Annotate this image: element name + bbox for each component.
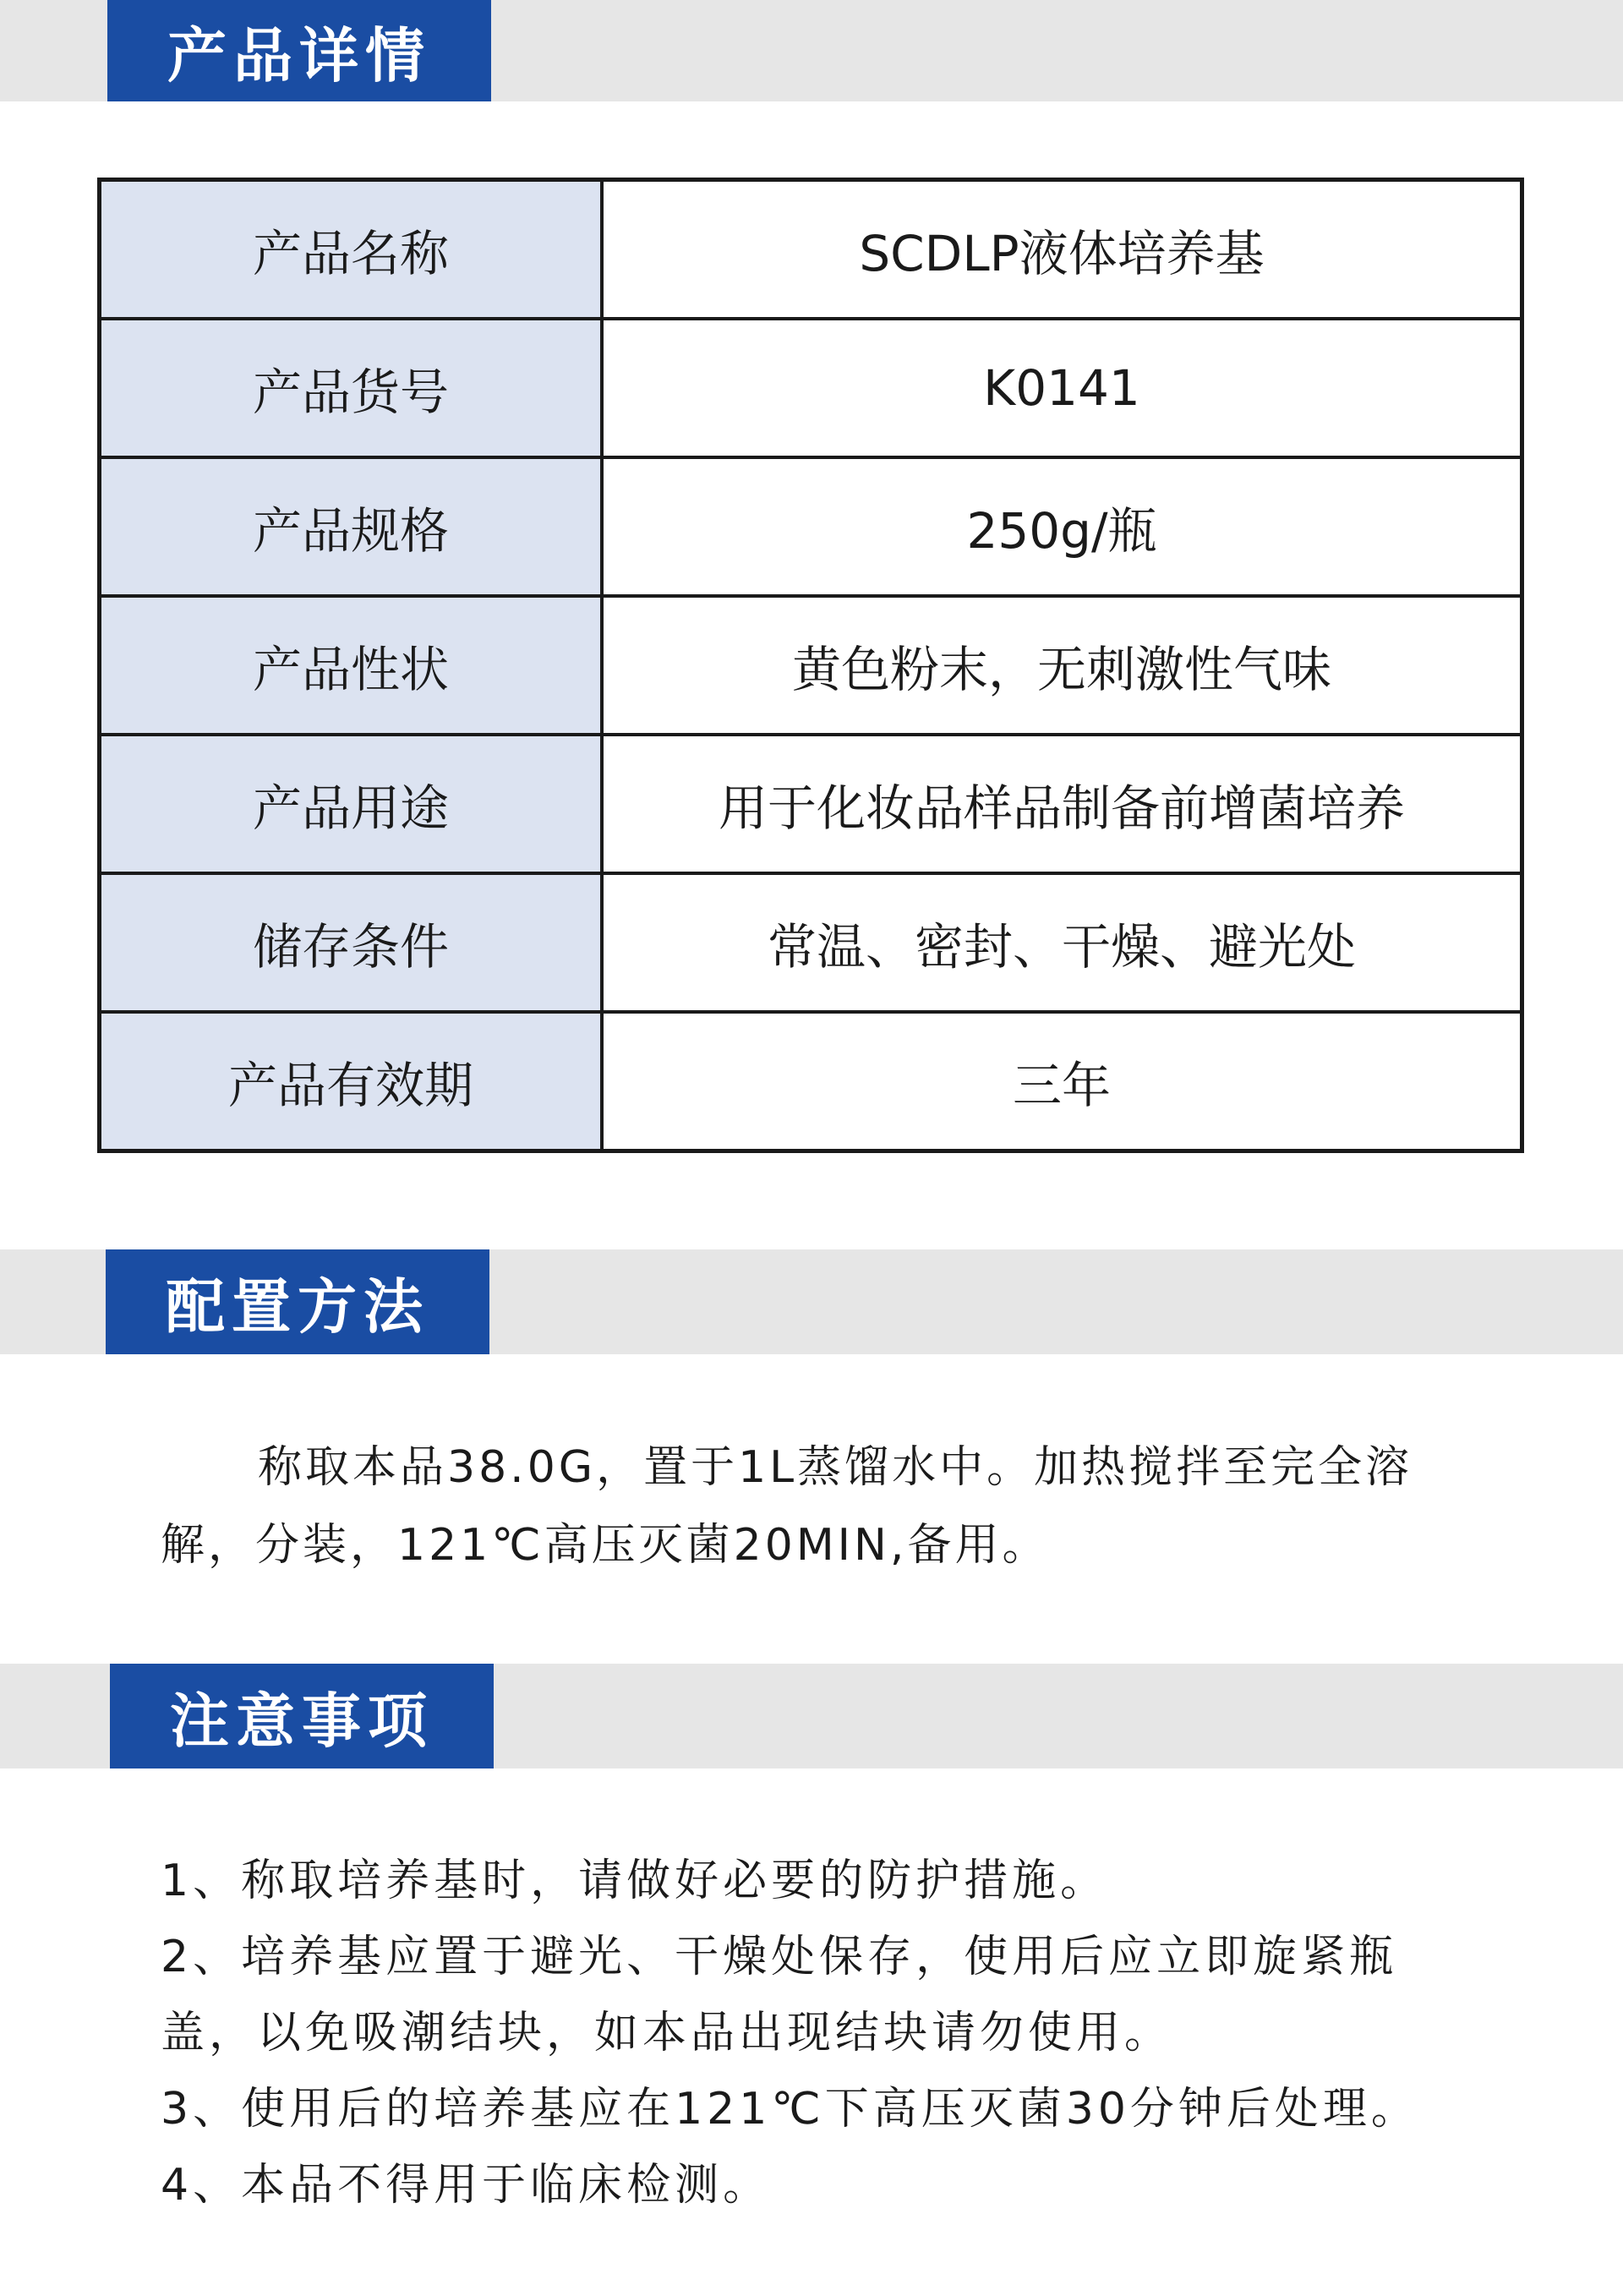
product-spec-table	[97, 178, 1524, 1153]
note-item-continued: 盖，以免吸潮结块，如本品出现结块请勿使用。	[161, 2008, 1173, 2058]
note-item: 4、本品不得用于临床检测。	[161, 2160, 772, 2211]
row-label-storage: 储存条件	[100, 873, 603, 1012]
table-row	[100, 1012, 1522, 1151]
method-line: 称取本品38.0G，置于1L蒸馏水中。加热搅拌至完全溶	[258, 1442, 1413, 1493]
row-value-name: SCDLP液体培养基	[602, 180, 1522, 320]
table-row	[100, 735, 1522, 873]
note-item: 2、培养基应置于避光、干燥处保存，使用后应立即旋紧瓶	[161, 1932, 1398, 1982]
row-label-spec: 产品规格	[100, 457, 603, 596]
row-value-shelf-life: 三年	[602, 1012, 1522, 1151]
row-value-appearance: 黄色粉末，无刺激性气味	[602, 596, 1522, 735]
section-title-notes: 注意事项	[110, 1664, 494, 1768]
row-label-appearance: 产品性状	[100, 596, 603, 735]
row-value-storage: 常温、密封、干燥、避光处	[602, 873, 1522, 1012]
method-line: 解，分装，121℃高压灭菌20MIN,备用。	[161, 1520, 1050, 1571]
row-label-usage: 产品用途	[100, 735, 603, 873]
section-title-method: 配置方法	[106, 1249, 489, 1354]
row-value-code: K0141	[602, 319, 1522, 457]
method-paragraph	[161, 1429, 1513, 1584]
table-row	[100, 596, 1522, 735]
row-label-shelf-life: 产品有效期	[100, 1012, 603, 1151]
table-row	[100, 457, 1522, 596]
table-row	[100, 873, 1522, 1012]
note-item: 3、使用后的培养基应在121℃下高压灭菌30分钟后处理。	[161, 2084, 1419, 2135]
row-value-spec: 250g/瓶	[602, 457, 1522, 596]
table-row	[100, 319, 1522, 457]
notes-list	[161, 1843, 1547, 2223]
row-label-name: 产品名称	[100, 180, 603, 320]
note-item: 1、称取培养基时，请做好必要的防护措施。	[161, 1856, 1109, 1906]
row-value-usage: 用于化妆品样品制备前增菌培养	[602, 735, 1522, 873]
row-label-code: 产品货号	[100, 319, 603, 457]
table-row	[100, 180, 1522, 320]
section-title-details: 产品详情	[107, 0, 491, 101]
